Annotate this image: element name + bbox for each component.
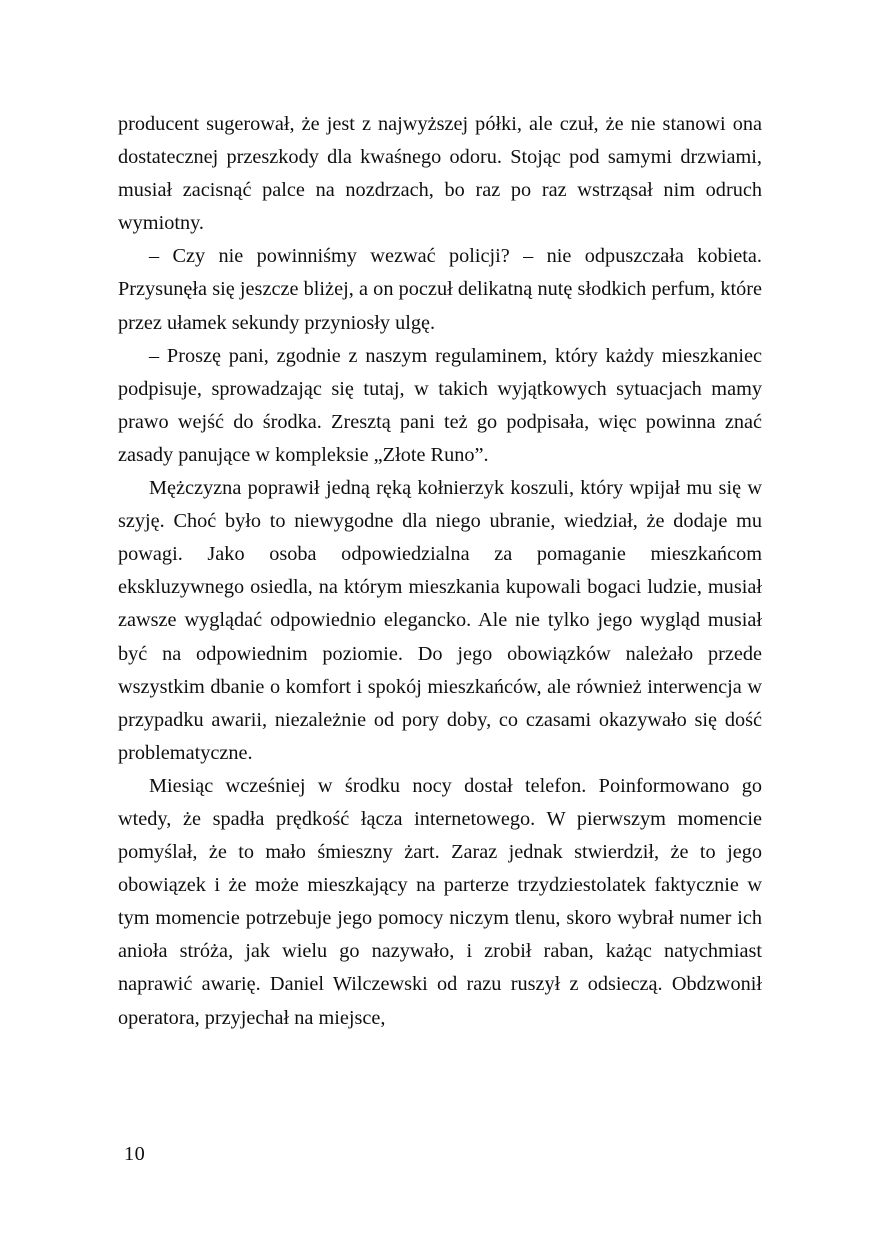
paragraph-4: Mężczyzna poprawił jedną ręką kołnierzyk koszuli, który wpijał mu się w szyję. Choć było to niewygodne dla niego ubranie, wiedział, że dodaje mu powagi. Jako osoba odpowiedzialna za pomaganie mieszkańcom ekskluzywnego osiedla, na którym mieszkania kupowali bogaci ludzie, musiał zawsze wyglądać odpowiednio elegancko. Ale nie tylko jego wygląd musiał być na odpowiednim poziomie. Do jego obowiązków należało przede wszystkim dbanie o komfort i spokój mieszkańców, ale również interwencja w przypadku awarii, niezależnie od pory doby, co czasami okazywało się dość problematyczne. (118, 477, 762, 764)
paragraph-5: Miesiąc wcześniej w środku nocy dostał telefon. Poinformowano go wtedy, że spadła prędkość łącza internetowego. W pierwszym momencie pomyślał, że to mało śmieszny żart. Zaraz jednak stwierdził, że to jego obowiązek i że może mieszkający na parterze trzydziestolatek faktycznie w tym momencie potrzebuje jego pomocy niczym tlenu, skoro wybrał numer ich anioła stróża, jak wielu go nazywało, i zrobił raban, każąc natychmiast naprawić awarię. Daniel Wilczewski od razu ruszył z odsieczą. Obdzwonił operatora, przyjechał na miejsce, (118, 774, 762, 1029)
page-number: 10 (124, 1143, 146, 1165)
paragraph-3: – Proszę pani, zgodnie z naszym regulaminem, który każdy mieszkaniec podpisuje, sprowadzając się tutaj, w takich wyjątkowych sytuacjach mamy prawo wejść do środka. Zresztą pani też go podpisała, więc powinna znać zasady panujące w kompleksie „Złote Runo”. (118, 344, 762, 466)
paragraph-2: – Czy nie powinniśmy wezwać policji? – nie odpuszczała kobieta. Przysunęła się jeszcze bliżej, a on poczuł delikatną nutę słodkich perfum, które przez ułamek sekundy przyniosły ulgę. (118, 245, 762, 334)
paragraph-1: producent sugerował, że jest z najwyższej półki, ale czuł, że nie stanowi ona dostatecznej przeszkody dla kwaśnego odoru. Stojąc pod samymi drzwiami, musiał zacisnąć palce na nozdrzach, bo raz po raz wstrząsał nim odruch wymiotny. (118, 113, 762, 235)
page-body-text (118, 108, 762, 1035)
